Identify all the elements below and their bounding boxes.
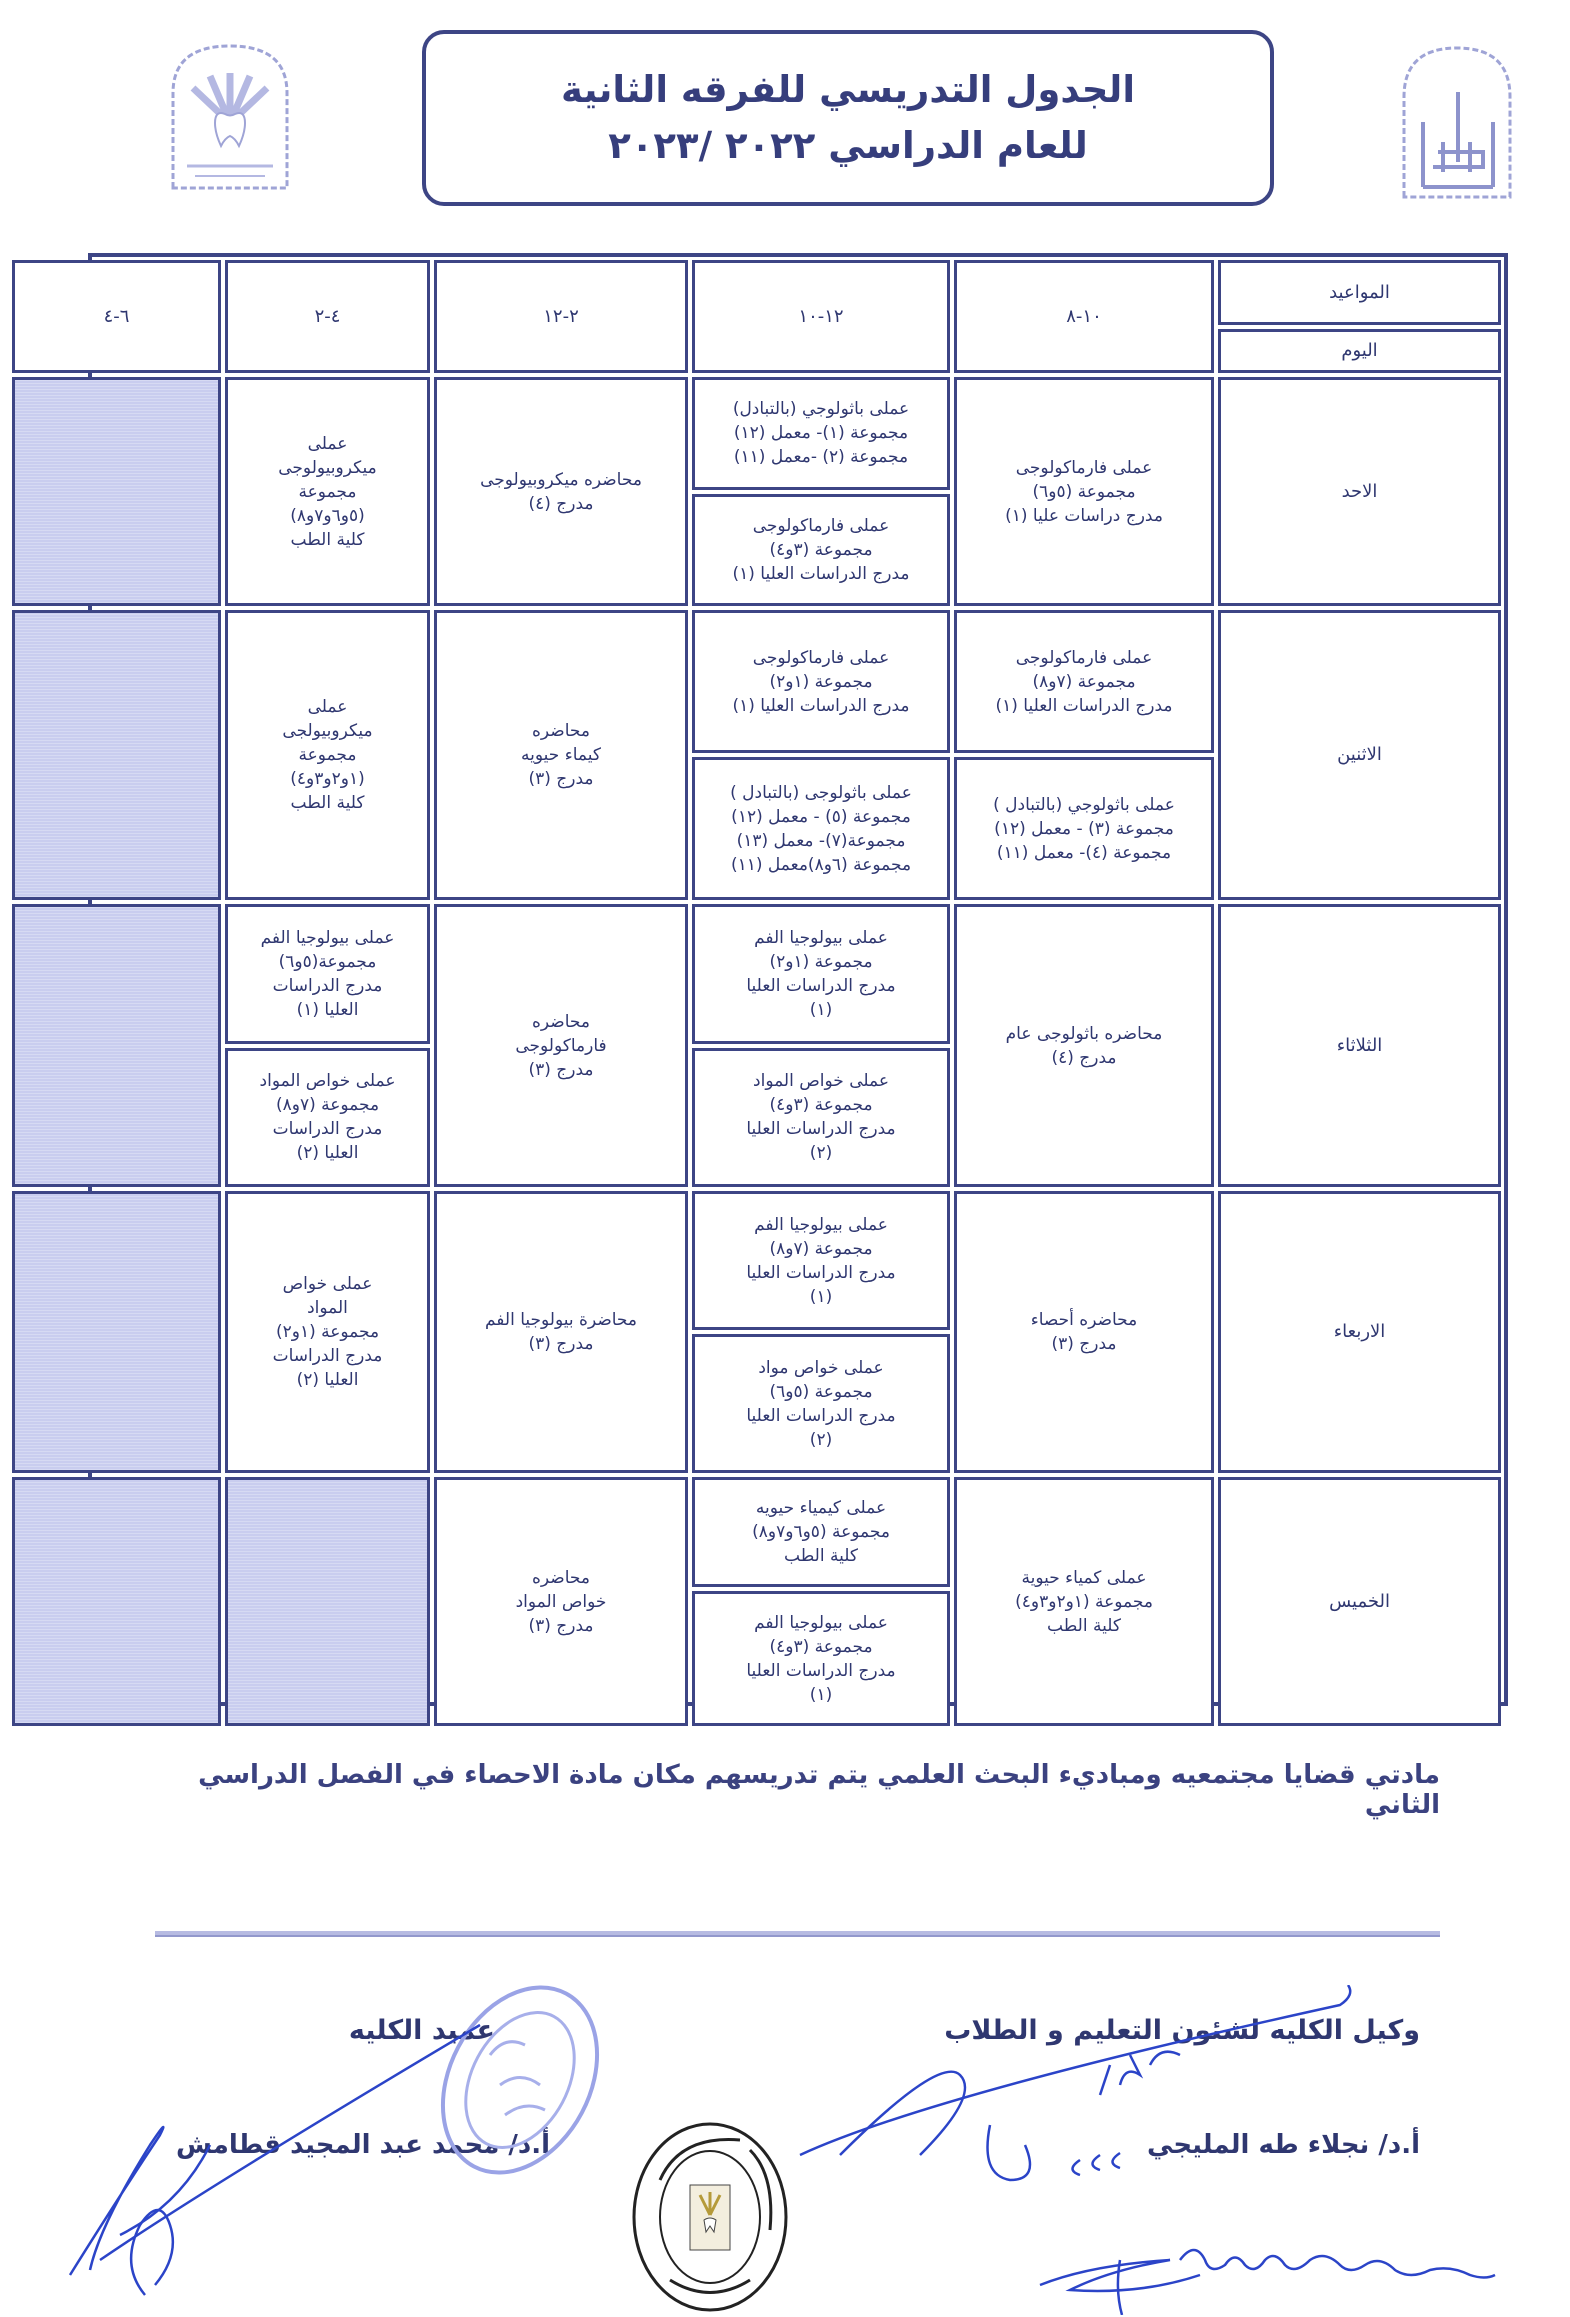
class-line: مدرج الدراسات [272,975,383,996]
class-cell [434,1477,688,1726]
empty-shaded-cell [12,904,221,1187]
class-line: عملى فارماكولوجى [752,647,890,668]
class-line: مجموعة (٥و٦و٧و٨) [752,1522,890,1543]
class-cell [434,904,688,1187]
class-line: مدرج دراسات عليا (١) [1005,505,1163,526]
class-line: مجموعة (١و٢و٣و٤) [1015,1591,1153,1612]
class-line: العليا (٢) [296,1143,359,1164]
class-line: محاضره [532,1011,590,1032]
class-line: خواص المواد [515,1591,607,1612]
class-cell [225,1048,430,1188]
class-cell [692,757,950,900]
class-line: كيماء حيويه [521,745,601,765]
class-line: عملى [307,697,348,717]
class-cell [954,377,1214,606]
class-line: عملى باثولوجي (بالتبادل ) [993,794,1175,815]
class-line: مجموعة (٣و٤) [769,1095,873,1116]
vice-dean-title: وكيل الكليه لشئون التعليم و الطلاب [944,2015,1420,2046]
class-line: عملى خواص المواد [753,1071,889,1092]
class-line: مجموعة(٥و٦) [278,951,377,972]
class-line: كلية الطب [784,1546,858,1567]
class-line: (٢) [809,1143,833,1164]
class-cell [954,610,1214,753]
time-slot-header: ٢-١٢ [434,260,688,373]
class-line: مجموعة(٧)- معمل (١٣) [736,830,906,851]
class-line: عملى خواص مواد [758,1357,884,1378]
class-line: محاضره [532,721,590,741]
class-line: (١) [809,999,833,1020]
day-cell-wednesday: الاربعاء [1218,1191,1501,1473]
class-cell [692,494,950,607]
class-line: محاضره أحصاء [1030,1310,1138,1330]
empty-shaded-cell [12,1477,221,1726]
class-line: مدرج (٣) [528,1334,594,1354]
class-line: مجموعة (٦و٨)معمل (١١) [730,854,912,875]
class-line: محاضره [532,1567,590,1588]
class-cell [225,377,430,606]
class-cell [692,1048,950,1188]
class-line: مجموعة (٣) - معمل (١٢) [994,818,1174,839]
day-cell-sunday: الاحد [1218,377,1501,606]
empty-shaded-cell [12,377,221,606]
class-line: مدرج الدراسات العليا [746,1405,896,1426]
class-line: مدرج الدراسات العليا [746,975,896,996]
class-line: مجموعة (١)- معمل (١٢) [733,423,909,444]
class-line: مجموعة (١و٢) [769,671,873,692]
class-cell [434,377,688,606]
class-cell [954,1191,1214,1473]
class-cell [692,1477,950,1587]
class-line: مجموعة (٢) -معمل (١١) [733,447,909,468]
class-line: مجموعة (٧و٨) [769,1238,873,1259]
class-line: محاضرة بيولوجيا الفم [484,1310,638,1330]
dean-signature-icon [60,1995,580,2305]
time-slot-header: ١٠-٨ [954,260,1214,373]
class-line: مدرج (٤) [528,493,594,514]
time-slot-header: ٤-٢ [225,260,430,373]
class-line: مجموعة (٤)- معمل (١١) [996,842,1172,863]
day-cell-monday: الاثنين [1218,610,1501,900]
class-cell [692,377,950,490]
class-line: مدرج الدراسات [272,1119,383,1140]
class-line: فارماكولوجى [515,1035,607,1056]
class-line: عملى [307,433,348,454]
class-line: المواد [307,1298,348,1318]
class-line: مجموعة (١و٢) [275,1322,380,1342]
class-cell [692,1334,950,1473]
class-line: مجموعة (٣و٤) [769,539,873,560]
class-line: (١) [809,1286,833,1307]
class-line: مدرج (٣) [528,769,594,789]
class-cell [954,757,1214,900]
dean-title: عميد الكليه [348,2015,495,2046]
class-line: عملى كيمياء حيويه [755,1498,887,1519]
class-line: عملى فارماكولوجى [1015,457,1153,478]
reviewer-signature-icon [1030,2230,1500,2315]
schedule-table [88,253,1508,1706]
day-cell-thursday: الخميس [1218,1477,1501,1726]
class-line: مجموعة [298,745,357,765]
class-line: ميكروبيولجى [282,721,373,741]
class-line: عملى خواص المواد [259,1071,396,1092]
class-cell [692,904,950,1044]
class-line: كلية الطب [1047,1615,1121,1636]
class-cell [692,1591,950,1726]
class-cell [692,1191,950,1330]
class-line: مدرج (٣) [1051,1334,1117,1354]
split-cell [692,610,950,900]
time-slot-header: ١٢-١٠ [692,260,950,373]
class-line: عملى بيولوجيا الفم [754,1612,888,1633]
class-line: عملى فارماكولوجى [752,515,890,536]
class-line: كلية الطب [290,529,365,550]
split-cell [692,377,950,606]
split-cell [954,610,1214,900]
class-line: عملى بيولوجيا الفم [260,927,395,948]
split-cell [692,1191,950,1473]
empty-shaded-cell [225,1477,430,1726]
header-corner [1218,260,1501,373]
class-line: (١) [809,1684,833,1705]
academic-year: للعام الدراسي ٢٠٢٢ /٢٠٢٣ [608,124,1088,167]
class-cell [954,904,1214,1187]
class-cell [954,1477,1214,1726]
schedule-note: مادتي قضايا مجتمعيه ومباديء البحث العلمي يتم تدريسهم مكان مادة الاحصاء في الفصل الدراسي الثاني [198,1760,1440,1820]
assiut-university-logo-icon [1398,42,1516,202]
dean-name: أ.د/ محمد عبد المجيد قطامش [176,2130,550,2160]
class-line: مجموعة (٧و٨) [1032,671,1136,692]
class-cell [225,1191,430,1473]
class-line: عملى بيولوجيا الفم [754,927,888,948]
day-label: اليوم [1218,329,1501,373]
class-line: مجموعة (٣و٤) [769,1636,873,1657]
class-line: عملى خواص [282,1274,373,1294]
class-cell [434,610,688,900]
document-title: الجدول التدريسي للفرقه الثانية [561,68,1136,111]
class-line: العليا (١) [296,999,359,1020]
class-line: (٢) [809,1429,833,1450]
split-cell [692,904,950,1187]
class-line: مجموعة (٥) - معمل (١٢) [731,806,911,827]
class-line: مدرج الدراسات العليا [746,1119,896,1140]
class-line: عملى باثولوجي (بالتبادل) [732,399,910,420]
class-cell [434,1191,688,1473]
class-cell [225,904,430,1044]
vice-dean-name: أ.د/ نجلاء طه المليجي [1147,2130,1420,2160]
class-cell [225,610,430,900]
divider [155,1931,1440,1937]
time-slot-header: ٦-٤ [12,260,221,373]
vice-dean-signature-icon [780,1985,1380,2195]
class-line: ميكروبيولوجى [278,457,377,478]
empty-shaded-cell [12,1191,221,1473]
empty-shaded-cell [12,610,221,900]
class-line: مدرج (٣) [528,1615,594,1636]
times-label: المواعيد [1218,260,1501,325]
class-line: عملى باثولوجى (بالتبادل ) [730,782,912,803]
class-cell [692,610,950,753]
class-line: مدرج الدراسات العليا [746,1262,896,1283]
split-cell [692,1477,950,1726]
class-line: مجموعة (١و٢) [769,951,873,972]
class-line: مجموعة (٥و٦) [1032,481,1136,502]
class-line: مدرج (٤) [1051,1047,1117,1068]
class-line: مدرج الدراسات العليا (١) [732,695,910,716]
class-line: مجموعة (٧و٨) [275,1095,380,1116]
class-line: مدرج الدراسات [272,1346,383,1366]
faculty-of-dentistry-logo-icon [165,38,295,193]
day-cell-tuesday: الثلاثاء [1218,904,1501,1187]
split-cell [225,904,430,1187]
class-line: مدرج الدراسات العليا [746,1660,896,1681]
class-line: مدرج الدراسات العليا (١) [732,563,910,584]
class-line: محاضره باثولوجى عام [1005,1023,1163,1044]
class-line: مدرج (٣) [528,1059,594,1080]
document-title-box [422,30,1274,206]
class-line: عملى كمياء حيوية [1021,1567,1147,1588]
official-faculty-stamp-icon [630,2120,790,2315]
class-line: مجموعة (٥و٦) [769,1381,873,1402]
class-line: العليا (٢) [296,1370,359,1390]
class-line: (٥و٦و٧و٨) [290,505,365,526]
class-line: عملى فارماكولوجى [1015,647,1153,668]
class-line: كلية الطب [290,793,365,813]
class-line: عملى بيولوجيا الفم [754,1214,888,1235]
class-line: مجموعة [298,481,357,502]
class-line: محاضره ميكروبيولوجى [480,469,642,490]
class-line: مدرج الدراسات العليا (١) [995,695,1173,716]
class-line: (١و٢و٣و٤) [290,769,365,789]
